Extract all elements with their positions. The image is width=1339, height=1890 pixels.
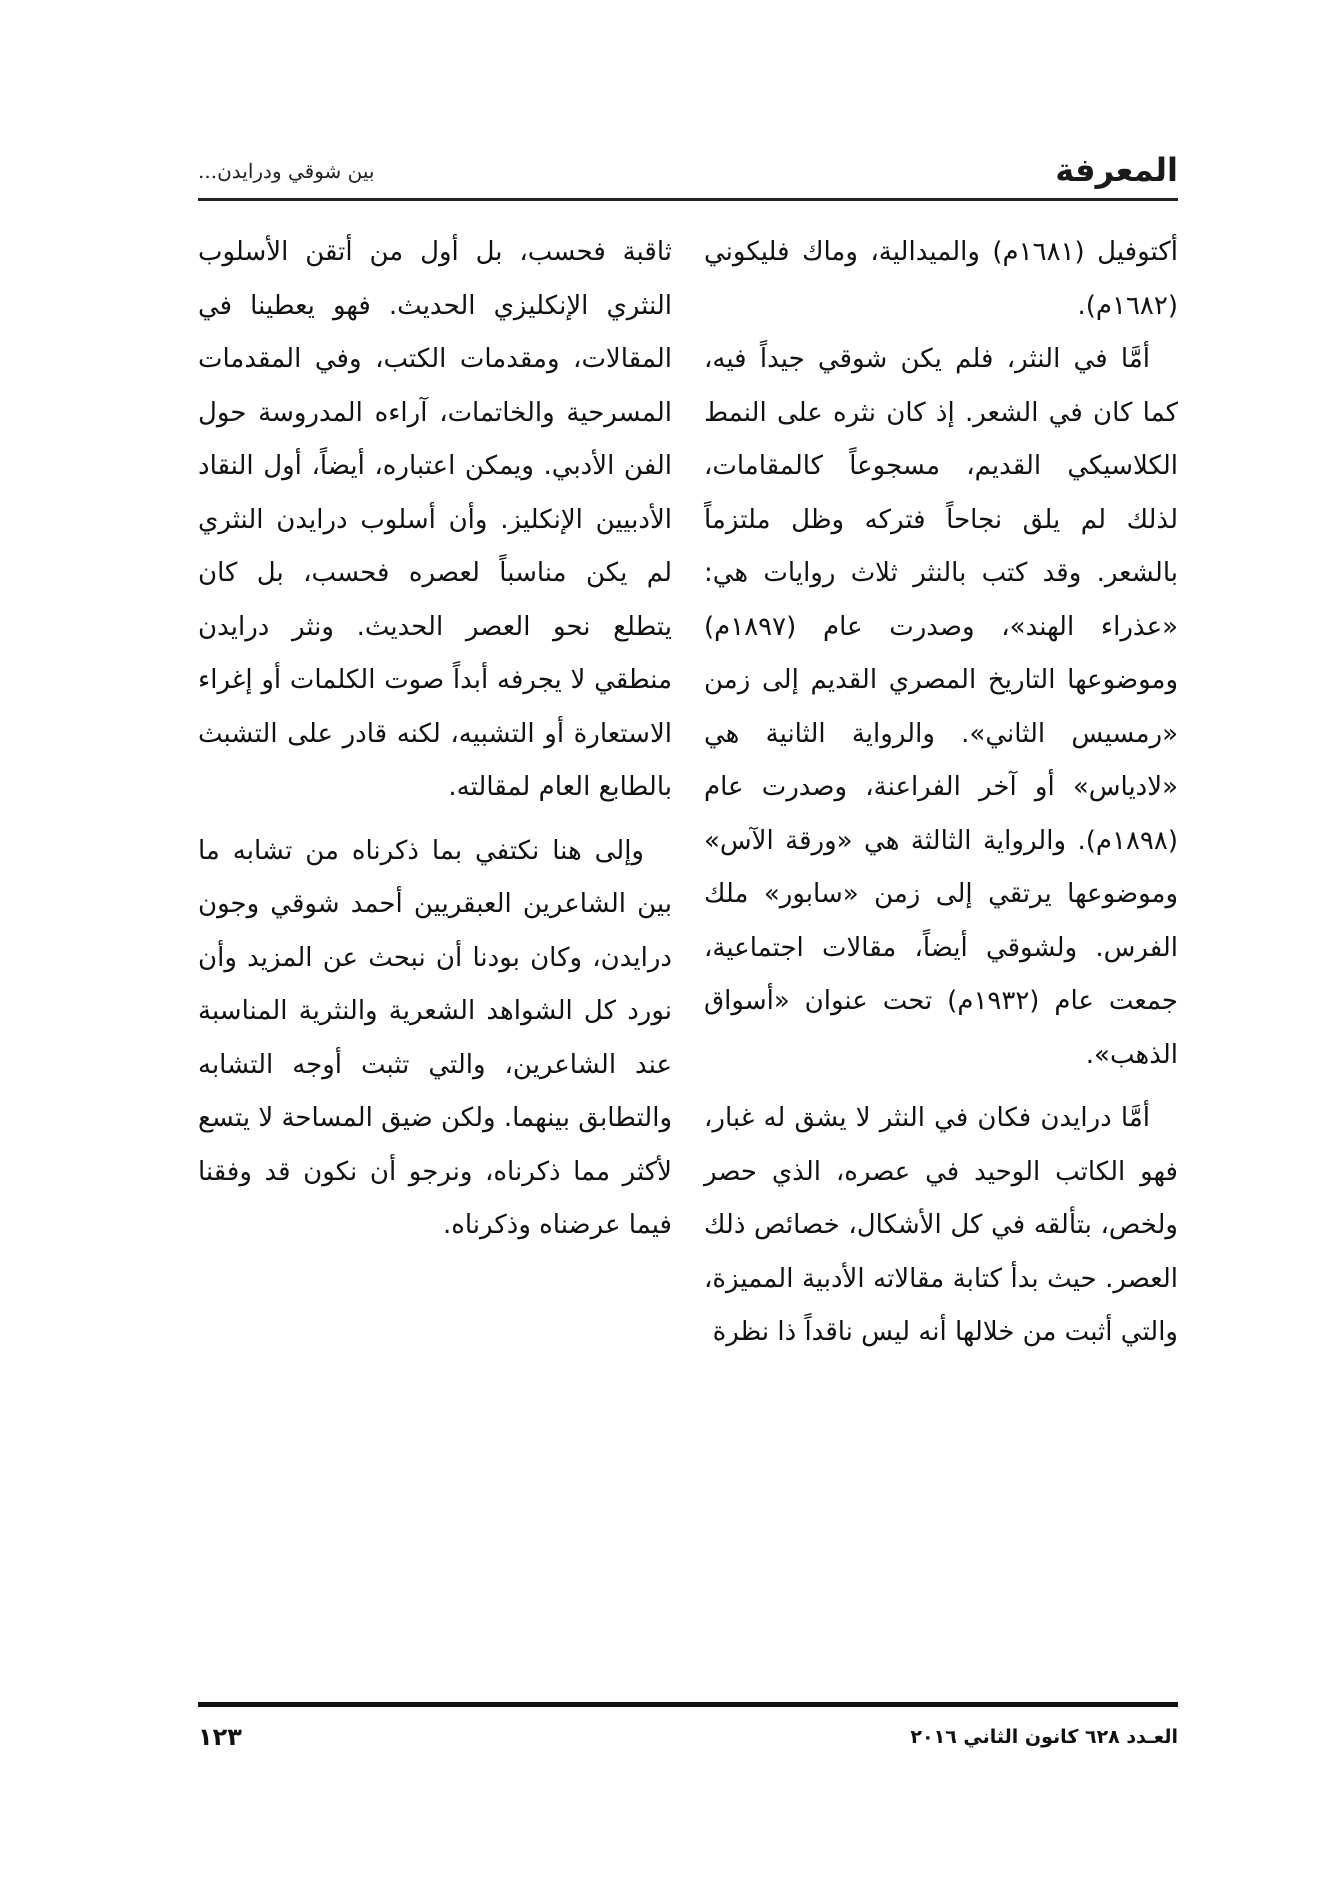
- magazine-logo: المعرفة: [1055, 151, 1178, 189]
- page-number: ١٢٣: [198, 1723, 242, 1751]
- footer-divider: [198, 1702, 1178, 1707]
- paragraph: أمَّا درايدن فكان في النثر لا يشق له غبار، فهو الكاتب الوحيد في عصره، الذي حصر ولخص، بتألقه في كل الأشكال، خصائص ذلك العصر. حيث بدأ كتابة مقالاته الأدبية المميزة، والتي أثبت من خلالها أنه ليس ناقداً ذا نظرة: [704, 1103, 1178, 1347]
- running-title: بين شوقي ودرايدن...: [198, 159, 375, 183]
- issue-info: العـدد ٦٢٨ كانون الثاني ٢٠١٦: [910, 1726, 1178, 1748]
- paragraph: أمَّا في النثر، فلم يكن شوقي جيداً فيه، كما كان في الشعر. إذ كان نثره على النمط الكلاسيكي القديم، مسجوعاً كالمقامات، لذلك لم يلق نجاحاً فتركه وظل ملتزماً بالشعر. وقد كتب بالنثر ثلاث روايات هي: «عذراء الهند»، وصدرت عام (١٨٩٧م) وموضوعها التاريخ المصري القديم إلى زمن «رمسيس الثاني». والرواية الثانية هي «لادياس» أو آخر الفراعنة، وصدرت عام (١٨٩٨م). والرواية الثالثة هي «ورقة الآس» وموضوعها يرتقي إلى زمن «سابور» ملك الفرس. ولشوقي أيضاً، مقالات اجتماعية، جمعت عام (١٩٣٢م) تحت عنوان «أسواق الذهب».: [704, 344, 1179, 1070]
- paragraph: ثاقبة فحسب، بل أول من أتقن الأسلوب النثري الإنكليزي الحديث. فهو يعطينا في المقالات، ومقدمات الكتب، وفي المقدمات المسرحية والخاتمات، آراءه المدروسة حول الفن الأدبي. ويمكن اعتباره، أيضاً، أول النقاد الأدبيين الإنكليز. وأن أسلوب درايدن النثري لم يكن مناسباً لعصره فحسب، بل كان يتطلع نحو العصر الحديث. ونثر درايدن منطقي لا يجرفه أبداً صوت الكلمات أو إغراء الاستعارة أو التشبيه، لكنه قادر على التشبث بالطابع العام لمقالته.: [198, 237, 672, 802]
- page-header: [198, 150, 1178, 194]
- paragraph: أكتوفيل (١٦٨١م) والميدالية، وماك فليكوني (١٦٨٢م).: [704, 237, 1178, 321]
- header-divider: [198, 198, 1178, 201]
- paragraph: وإلى هنا نكتفي بما ذكرناه من تشابه ما بين الشاعرين العبقريين أحمد شوقي وجون درايدن، وكان بودنا أن نبحث عن المزيد وأن نورد كل الشواهد الشعرية والنثرية المناسبة عند الشاعرين، والتي تثبت أوجه التشابه والتطابق بينهما. ولكن ضيق المساحة لا يتسع لأكثر مما ذكرناه، ونرجو أن نكون قد وفقنا فيما عرضناه وذكرناه.: [198, 835, 672, 1240]
- page-footer: [198, 1722, 1178, 1762]
- text-column-right: [704, 226, 1178, 1360]
- text-column-left: [198, 226, 672, 1253]
